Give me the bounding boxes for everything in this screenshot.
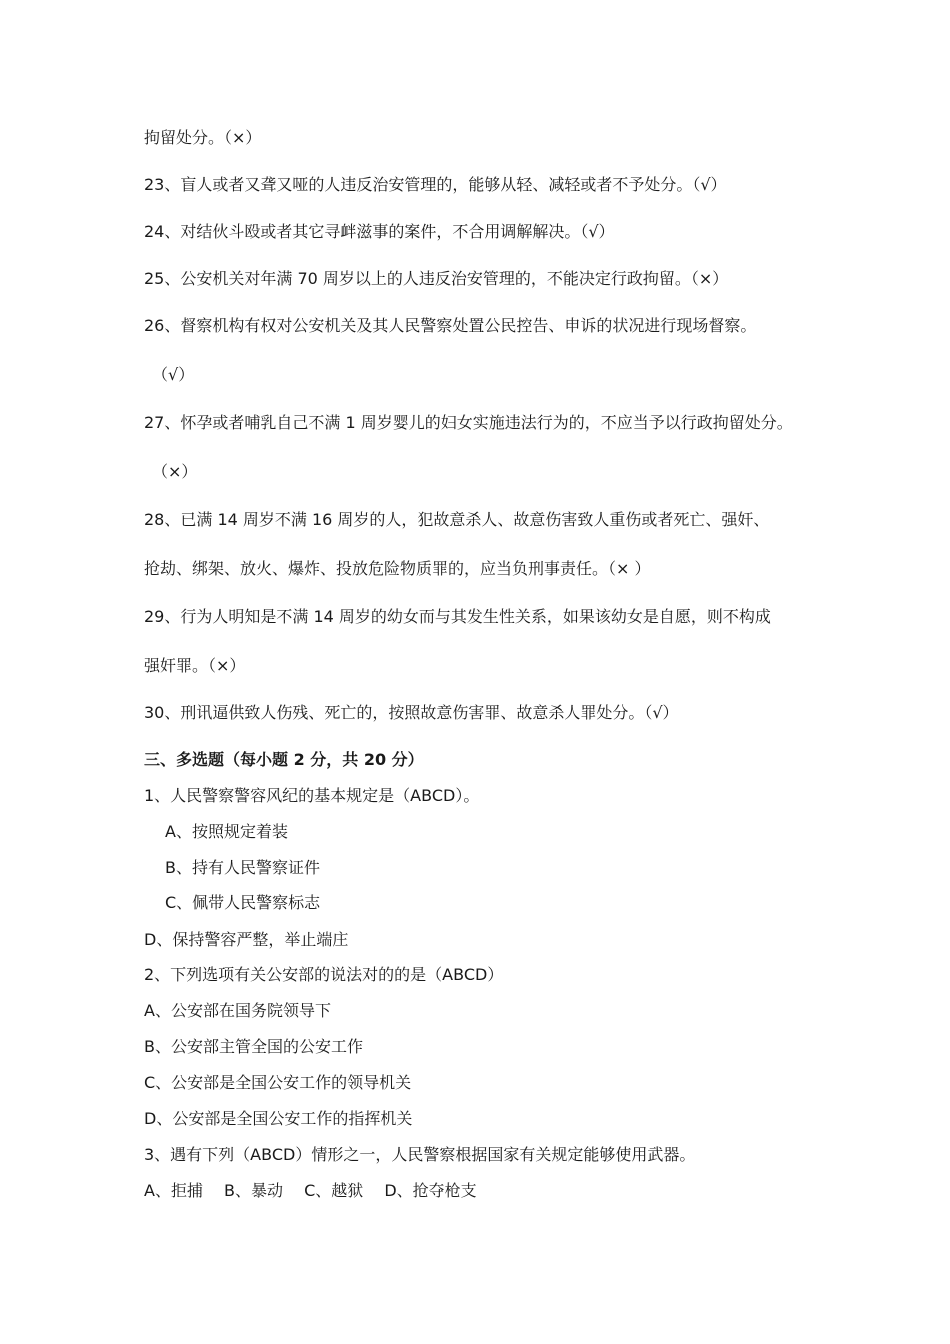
option-a: A、公安部在国务院领导下 xyxy=(144,1001,331,1020)
option-b: B、持有人民警察证件 xyxy=(165,858,320,877)
question-30: 30、刑讯逼供致人伤残、死亡的，按照故意伤害罪、故意杀人罪处分。（√） xyxy=(144,703,679,722)
option-b: B、公安部主管全国的公安工作 xyxy=(144,1037,363,1056)
question-23: 23、盲人或者又聋又哑的人违反治安管理的，能够从轻、减轻或者不予处分。（√） xyxy=(144,175,727,194)
question-29-cont: 强奸罪。（×） xyxy=(144,656,246,675)
option-c: C、佩带人民警察标志 xyxy=(165,893,321,912)
question-29: 29、行为人明知是不满 14 周岁的幼女而与其发生性关系，如果该幼女是自愿，则不构成 xyxy=(144,607,771,626)
multi-question-2: 2、下列选项有关公安部的说法对的的是（ABCD） xyxy=(144,965,504,984)
answer-26: （√） xyxy=(152,365,195,384)
answer-line: 拘留处分。（×） xyxy=(144,128,262,147)
option-c: C、公安部是全国公安工作的领导机关 xyxy=(144,1073,412,1092)
answer-27: （×） xyxy=(152,462,198,481)
question-28-cont: 抢劫、绑架、放火、爆炸、投放危险物质罪的，应当负刑事责任。（× ） xyxy=(144,559,651,578)
question-27: 27、怀孕或者哺乳自己不满 1 周岁婴儿的妇女实施违法行为的，不应当予以行政拘留处分。 xyxy=(144,413,793,432)
multi-question-3: 3、遇有下列（ABCD）情形之一，人民警察根据国家有关规定能够使用武器。 xyxy=(144,1145,696,1164)
question-25: 25、公安机关对年满 70 周岁以上的人违反治安管理的，不能决定行政拘留。（×） xyxy=(144,269,729,288)
question-24: 24、对结伙斗殴或者其它寻衅滋事的案件，不合用调解解决。（√） xyxy=(144,222,615,241)
question-28: 28、已满 14 周岁不满 16 周岁的人，犯故意杀人、故意伤害致人重伤或者死亡、强奸、 xyxy=(144,510,770,529)
options-row: A、拒捕 B、暴动 C、越狱 D、抢夺枪支 xyxy=(144,1181,477,1200)
section-heading: 三、多选题（每小题 2 分，共 20 分） xyxy=(144,750,424,769)
option-d: D、保持警容严整，举止端庄 xyxy=(144,930,349,949)
option-d: D、公安部是全国公安工作的指挥机关 xyxy=(144,1109,413,1128)
option-a: A、按照规定着装 xyxy=(165,822,288,841)
multi-question-1: 1、人民警察警容风纪的基本规定是（ABCD）。 xyxy=(144,786,480,805)
question-26: 26、督察机构有权对公安机关及其人民警察处置公民控告、申诉的状况进行现场督察。 xyxy=(144,316,757,335)
